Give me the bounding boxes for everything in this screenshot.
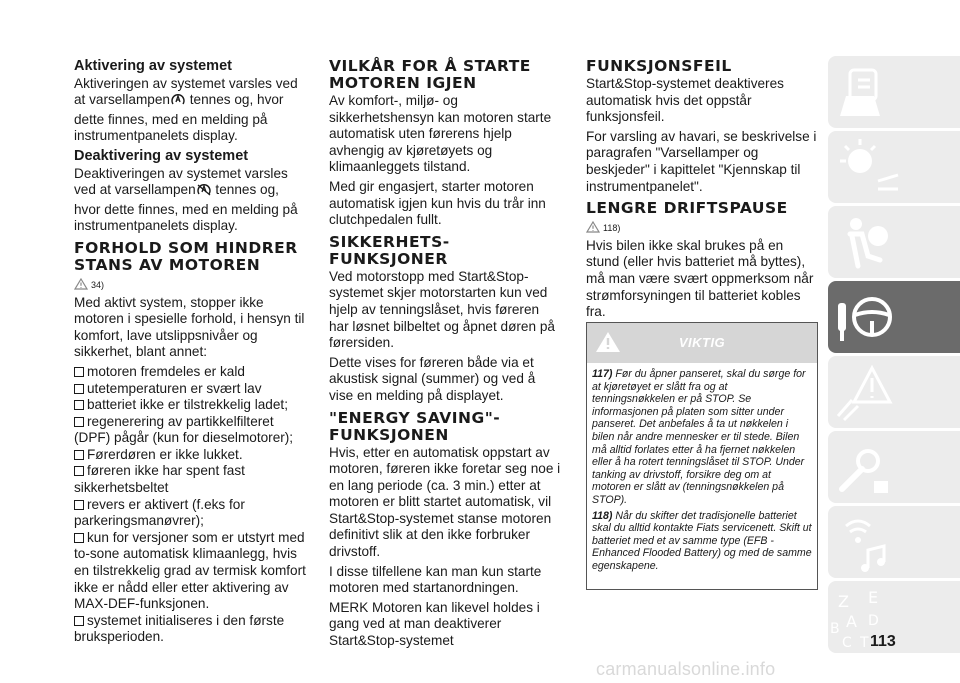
svg-text:Z: Z [838, 592, 849, 611]
checkbox-bullet-icon [74, 616, 84, 626]
list-item: utetemperaturen er svært lav [74, 381, 306, 398]
paragraph-intro: Med aktivt system, stopper ikke motoren i spesielle forhold, i hensyn til komfort, lave utslippsnivåer og sikkerhet, blant annet: [74, 294, 305, 360]
multimedia-icon [828, 506, 960, 578]
paragraph: Med gir engasjert, starter motoren automatisk igjen kun hvis du trår inn clutchpedalen fullt. [329, 178, 546, 228]
column-3 [586, 58, 818, 324]
list-item: revers er aktivert (f.eks for parkeringsmanøvrer); [74, 496, 245, 529]
page-number: 113 [870, 633, 896, 650]
checkbox-bullet-icon [74, 500, 84, 510]
checkbox-bullet-icon [74, 417, 84, 427]
list-item: regenerering av partikkelfilteret (DPF) pågår (kun for dieselmotorer); [74, 413, 294, 446]
key-steering-wheel-icon [828, 281, 960, 353]
warning-triangle-icon [586, 221, 600, 233]
checkbox-bullet-icon [74, 533, 84, 543]
svg-text:A: A [846, 612, 857, 631]
road-warning-icon [828, 356, 960, 428]
heading-malfunction: FUNKSJONSFEIL [586, 57, 732, 75]
subheading-deactivation: Deaktivering av systemet [74, 147, 249, 164]
paragraph-deactivation: Deaktiveringen av systemet varsles ved at varsellampen tennes og, hvor dette finnes, med en melding på instrumentpanelets display. [74, 165, 298, 234]
warning-triangle-icon [74, 278, 88, 290]
column-2 [329, 58, 561, 653]
checkbox-bullet-icon [74, 367, 84, 377]
subheading-activation: Aktivering av systemet [74, 58, 232, 74]
start-stop-a-icon [170, 93, 186, 112]
list-item: kun for versjoner som er utstyrt med to-sone automatisk klimaanlegg, hvis en tilstrekkelig grad av termisk komfort ikke er nådd eller etter aktivering av MAX-DEF-funksjonen. [74, 529, 306, 612]
watermark: carmanualsonline.info [596, 659, 776, 679]
car-dashboard-icon [828, 56, 960, 128]
tab-dashboard[interactable] [828, 56, 960, 128]
heading-long-inactivity: LENGRE DRIFTSPAUSE [586, 199, 788, 218]
checkbox-bullet-icon [74, 450, 84, 460]
paragraph: Dette vises for føreren både via et akustisk signal (summer) og ved å vise en melding på displayet. [329, 354, 536, 403]
note-117: 117) Før du åpner panseret, skal du sørge for at kjøretøyet er slått fra og at tenningsnøkkelen er på STOP. Se informasjonen på platen som sitter under panseret. Det anbefales å ta ut nøkkelen i bilen når andre mennesker er til stede. Bilen må alltid forlates etter å ha fjernet nøkkelen eller å ha rotert tenningslåset til STOP. Under tanking av drivstoff, forsikre deg om at motoren er slått av (tenningsnøkkelen på STOP). [592, 368, 806, 506]
checkbox-bullet-icon [74, 466, 84, 476]
start-stop-off-icon [196, 183, 212, 202]
safety-airbag-icon [828, 206, 960, 278]
paragraph: Ved motorstopp med Start&Stop-systemet skjer motorstarten kun ved hjelp av tenningslåset, hvis føreren har løsnet bilbeltet og åpnet døren på førersiden. [329, 268, 555, 351]
lights-icon [828, 131, 960, 203]
paragraph: MERK Motoren kan likevel holdes i gang ved at man deaktiverer Start&Stop-systemet [329, 599, 540, 649]
svg-text:T: T [860, 635, 869, 651]
tab-starting-driving[interactable] [828, 281, 960, 353]
tab-multimedia[interactable] [828, 506, 960, 578]
paragraph: Hvis bilen ikke skal brukes på en stund (eller hvis batteriet må byttes), må man være svært oppmerksom når strømforsyningen til batteriet kobles fra. [586, 237, 814, 320]
list-item: motoren fremdeles er kald [74, 364, 306, 381]
svg-text:D: D [868, 613, 879, 629]
paragraph: Start&Stop-systemet deaktiveres automatisk hvis det oppstår funksjonsfeil. [586, 76, 784, 125]
footnote-ref: 118) [603, 223, 621, 234]
paragraph: I disse tilfellene kan man kun starte motoren med startanordningen. [329, 563, 542, 596]
important-box-body [587, 363, 817, 581]
note-118: 118) Når du skifter det tradisjonelle batteriet skal du alltid kontakte Fiats servicenett. Skift ut batteriet med et av samme type (EFB - Enhanced Flooded Battery) og med de samme egenskapene. [592, 509, 812, 572]
svg-text:C: C [842, 635, 852, 651]
list-item: systemet initialiseres i den første bruksperioden. [74, 612, 285, 645]
paragraph: For varsling av havari, se beskrivelse i paragrafen "Varsellamper og beskjeder" i kapittelet "Kjennskap til instrumentpanelet". [586, 128, 817, 194]
paragraph: Av komfort-, miljø- og sikkerhetshensyn kan motoren starte automatisk uten førerens hjelp avhengig av kjøretøyets og klimaanleggets tilstand. [329, 93, 552, 175]
tab-safety[interactable] [828, 206, 960, 278]
svg-text:E: E [868, 588, 879, 607]
warning-ref-34 [74, 277, 104, 295]
paragraph: Hvis, etter en automatisk oppstart av motoren, føreren ikke foretar seg noe i en lang periode (ca. 3 min.) etter at motoren er blitt startet automatisk, vil Start&Stop-systemet stanse motoren definitivt slik at den ikke forbruker drivstoff. [329, 444, 561, 560]
tab-maintenance[interactable] [828, 431, 960, 503]
chapter-tabs [828, 56, 960, 656]
list-item: føreren ikke har spent fast sikkerhetsbeltet [74, 463, 245, 496]
paragraph-activation: Aktiveringen av systemet varsles ved at varsellampen tennes og, hvor dette finnes, med en melding på instrumentpanelets display. [74, 75, 298, 144]
checkbox-bullet-icon [74, 400, 84, 410]
footnote-ref: 34) [91, 279, 105, 290]
list-item: batteriet ikke er tilstrekkelig ladet; [74, 397, 306, 414]
heading-restart: VILKÅR FOR Å STARTE MOTOREN IGJEN [329, 57, 531, 92]
checkbox-bullet-icon [74, 384, 84, 394]
list-item: Førerdøren er ikke lukket. [74, 447, 306, 464]
important-box [586, 322, 818, 590]
svg-text:B: B [830, 621, 840, 637]
maintenance-wrench-icon [828, 431, 960, 503]
tab-emergency[interactable] [828, 356, 960, 428]
warning-triangle-icon [595, 331, 621, 353]
heading-conditions: FORHOLD SOM HINDRER STANS AV MOTOREN [74, 238, 298, 274]
column-1 [74, 58, 306, 646]
warning-ref-118 [586, 220, 620, 238]
important-box-header [587, 323, 817, 363]
tab-lights[interactable] [828, 131, 960, 203]
heading-safety: SIKKERHETS-FUNKSJONER [329, 232, 450, 268]
heading-energy-saving: "ENERGY SAVING"-FUNKSJONEN [329, 408, 501, 444]
important-box-title: VIKTIG [678, 335, 726, 350]
